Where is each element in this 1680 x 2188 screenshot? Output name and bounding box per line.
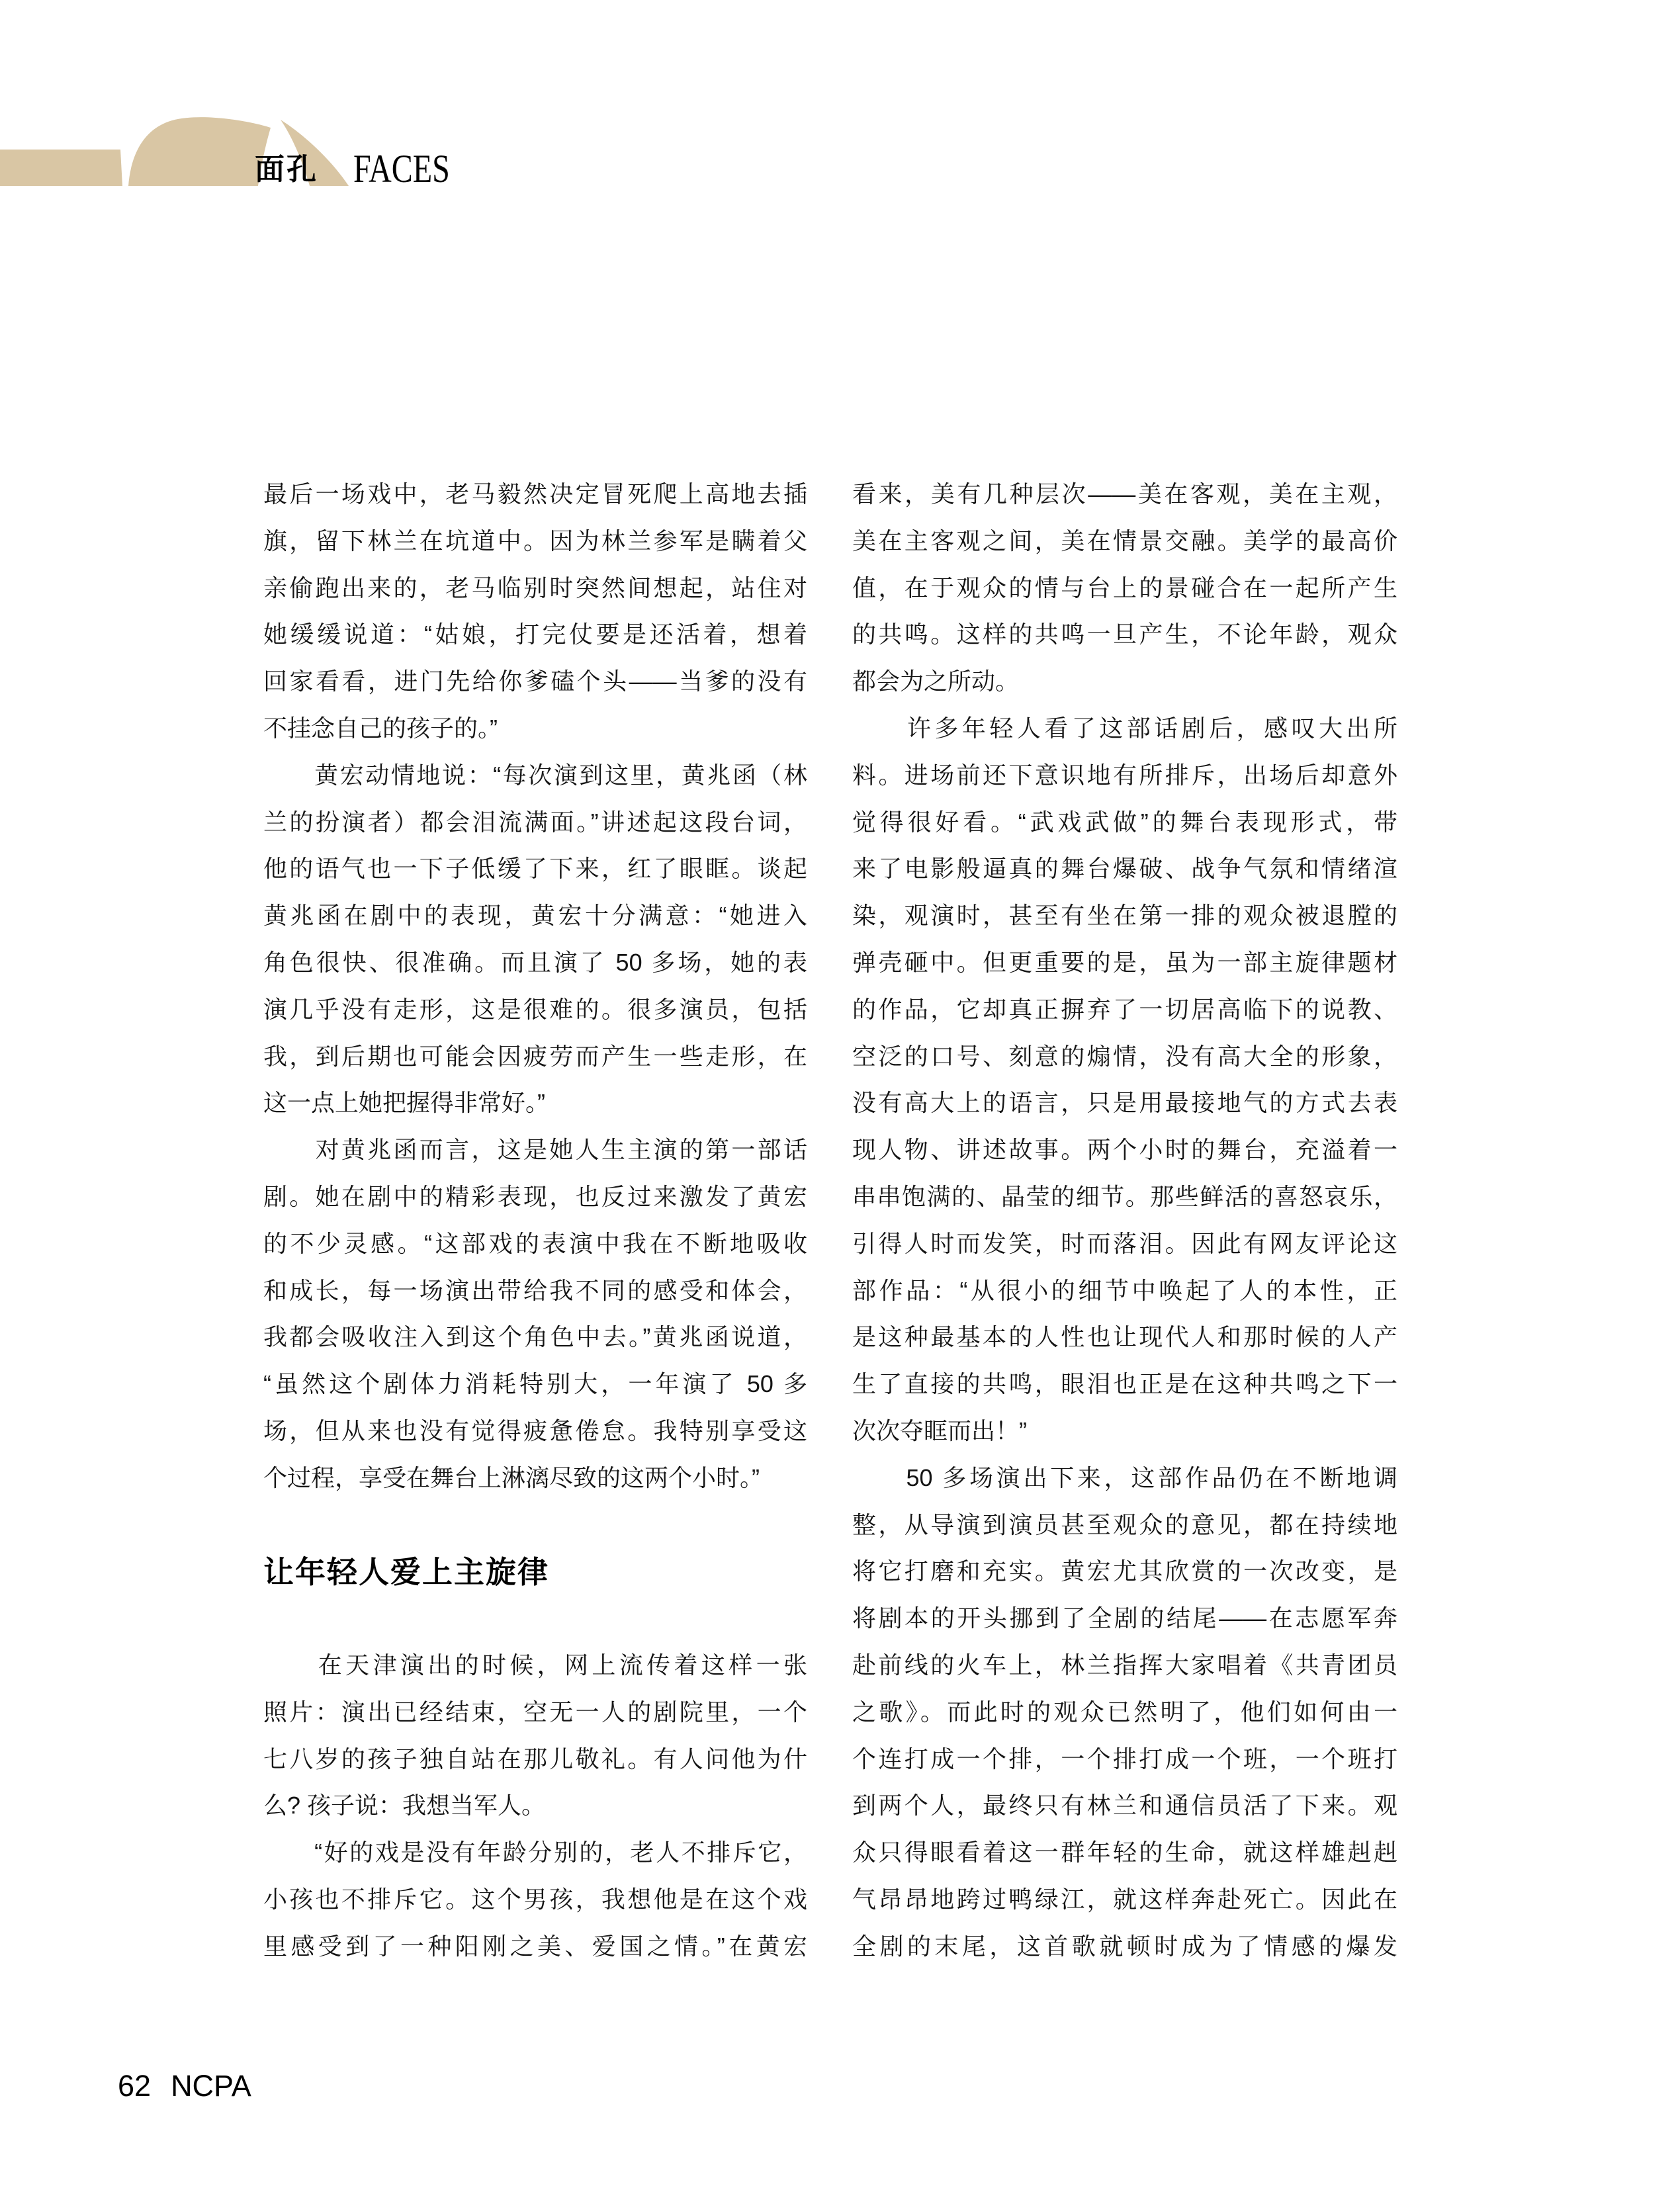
right-text-column [852, 471, 1397, 1970]
text-line: 和成长，每一场演出带给我不同的感受和体会， [263, 1276, 807, 1304]
text-line: 剧。她在剧中的精彩表现，也反过来激发了黄宏 [263, 1182, 807, 1210]
text-line: “虽然这个剧体力消耗特别大，一年演了 50 多 [263, 1370, 807, 1398]
text-line: 没有高大上的语言，只是用最接地气的方式去表 [852, 1089, 1397, 1117]
text-line: 我，到后期也可能会因疲劳而产生一些走形，在 [263, 1042, 807, 1070]
text-line: 看来，美有几种层次——美在客观，美在主观， [852, 480, 1397, 507]
text-line: 部作品：“从很小的细节中唤起了人的本性，正 [852, 1276, 1397, 1304]
text-line: 不挂念自己的孩子的。” [263, 714, 498, 742]
section-title-english: FACES [353, 147, 450, 191]
text-line: 之歌》。而此时的观众已然明了，他们如何由一 [852, 1698, 1397, 1726]
text-line: 黄宏动情地说：“每次演到这里，黄兆函（林 [263, 761, 807, 789]
text-line: 个过程，享受在舞台上淋漓尽致的这两个小时。” [263, 1464, 760, 1491]
left-column-lower-lines [263, 1642, 807, 1970]
text-line: 值，在于观众的情与台上的景碰合在一起所产生 [852, 574, 1397, 601]
text-line: 个连打成一个排，一个排打成一个班，一个班打 [852, 1745, 1397, 1772]
text-line: 七八岁的孩子独自站在那儿敬礼。有人问他为什 [263, 1745, 807, 1772]
text-line: 的不少灵感。“这部戏的表演中我在不断地吸收 [263, 1229, 807, 1257]
text-line: 串串饱满的、晶莹的细节。那些鲜活的喜怒哀乐， [852, 1182, 1397, 1210]
text-line: 美在主客观之间，美在情景交融。美学的最高价 [852, 527, 1397, 554]
left-text-column [263, 471, 807, 1970]
text-line: 都会为之所动。 [852, 668, 1020, 695]
text-line: 的共鸣。这样的共鸣一旦产生，不论年龄，观众 [852, 621, 1397, 648]
text-line: 气昂昂地跨过鸭绿江，就这样奔赴死亡。因此在 [852, 1885, 1397, 1913]
text-line: 场，但从来也没有觉得疲惫倦怠。我特别享受这 [263, 1417, 807, 1444]
section-title-chinese: 面孔 [255, 152, 319, 186]
text-line: 到两个人，最终只有林兰和通信员活了下来。观 [852, 1792, 1397, 1819]
text-line: 整，从导演到演员甚至观众的意见，都在持续地 [852, 1510, 1397, 1538]
text-line: 来了电影般逼真的舞台爆破、战争气氛和情绪渲 [852, 855, 1397, 883]
brand-name: NCPA [171, 2069, 251, 2103]
text-line: “好的戏是没有年龄分别的，老人不排斥它， [263, 1839, 807, 1866]
text-line: 里感受到了一种阳刚之美、爱国之情。”在黄宏 [263, 1932, 807, 1960]
text-line: 全剧的末尾，这首歌就顿时成为了情感的爆发 [852, 1932, 1397, 1960]
text-line: 50 多场演出下来，这部作品仍在不断地调 [852, 1464, 1397, 1491]
text-line: 黄兆函在剧中的表现，黄宏十分满意：“她进入 [263, 902, 807, 930]
text-line: 亲偷跑出来的，老马临别时突然间想起，站住对 [263, 574, 807, 601]
text-line: 现人物、讲述故事。两个小时的舞台，充溢着一 [852, 1136, 1397, 1164]
page-footer [118, 2070, 251, 2103]
text-line: 她缓缓说道：“姑娘，打完仗要是还活着，想着 [263, 621, 807, 648]
text-line: 他的语气也一下子低缓了下来，红了眼眶。谈起 [263, 855, 807, 883]
text-line: 在天津演出的时候，网上流传着这样一张 [263, 1651, 807, 1679]
page-number: 62 [118, 2069, 152, 2103]
text-line: 回家看看，进门先给你爹磕个头——当爹的没有 [263, 668, 807, 695]
text-line: 将剧本的开头挪到了全剧的结尾——在志愿军奔 [852, 1604, 1397, 1632]
text-line: 料。进场前还下意识地有所排斥，出场后却意外 [852, 761, 1397, 789]
text-line: 弹壳砸中。但更重要的是，虽为一部主旋律题材 [852, 948, 1397, 976]
text-line: 引得人时而发笑，时而落泪。因此有网友评论这 [852, 1229, 1397, 1257]
text-line: 最后一场戏中，老马毅然决定冒死爬上高地去插 [263, 480, 807, 507]
text-line: 我都会吸收注入到这个角色中去。”黄兆函说道， [263, 1323, 807, 1351]
text-line: 赴前线的火车上，林兰指挥大家唱着《共青团员 [852, 1651, 1397, 1679]
text-line: 兰的扮演者）都会泪流满面。”讲述起这段台词， [263, 808, 807, 836]
right-column-lines [852, 471, 1397, 1970]
text-line: 对黄兆函而言，这是她人生主演的第一部话 [263, 1136, 807, 1164]
text-line: 照片：演出已经结束，空无一人的剧院里，一个 [263, 1698, 807, 1726]
text-line: 将它打磨和充实。黄宏尤其欣赏的一次改变，是 [852, 1557, 1397, 1585]
subsection-heading: 让年轻人爱上主旋律 [263, 1554, 549, 1589]
text-line: 么? 孩子说：我想当军人。 [263, 1792, 546, 1819]
text-line: 角色很快、很准确。而且演了 50 多场，她的表 [263, 948, 807, 976]
text-line: 生了直接的共鸣，眼泪也正是在这种共鸣之下一 [852, 1370, 1397, 1398]
text-line: 众只得眼看着这一群年轻的生命，就这样雄赳赳 [852, 1839, 1397, 1866]
text-line: 是这种最基本的人性也让现代人和那时候的人产 [852, 1323, 1397, 1351]
text-line: 演几乎没有走形，这是很难的。很多演员，包括 [263, 995, 807, 1023]
text-line: 空泛的口号、刻意的煽情，没有高大全的形象， [852, 1042, 1397, 1070]
text-line: 染，观演时，甚至有坐在第一排的观众被退膛的 [852, 902, 1397, 930]
text-line: 旗，留下林兰在坑道中。因为林兰参军是瞒着父 [263, 527, 807, 554]
header-band-shape [0, 150, 122, 186]
text-line: 次次夺眶而出！” [852, 1417, 1027, 1444]
text-line: 小孩也不排斥它。这个男孩，我想他是在这个戏 [263, 1885, 807, 1913]
dome-shape [128, 117, 271, 186]
left-column-upper-lines [263, 471, 807, 1502]
text-line: 觉得很好看。“武戏武做”的舞台表现形式，带 [852, 808, 1397, 836]
text-line: 的作品，它却真正摒弃了一切居高临下的说教、 [852, 995, 1397, 1023]
text-line: 这一点上她把握得非常好。” [263, 1089, 545, 1117]
text-line: 许多年轻人看了这部话剧后，感叹大出所 [852, 714, 1397, 742]
